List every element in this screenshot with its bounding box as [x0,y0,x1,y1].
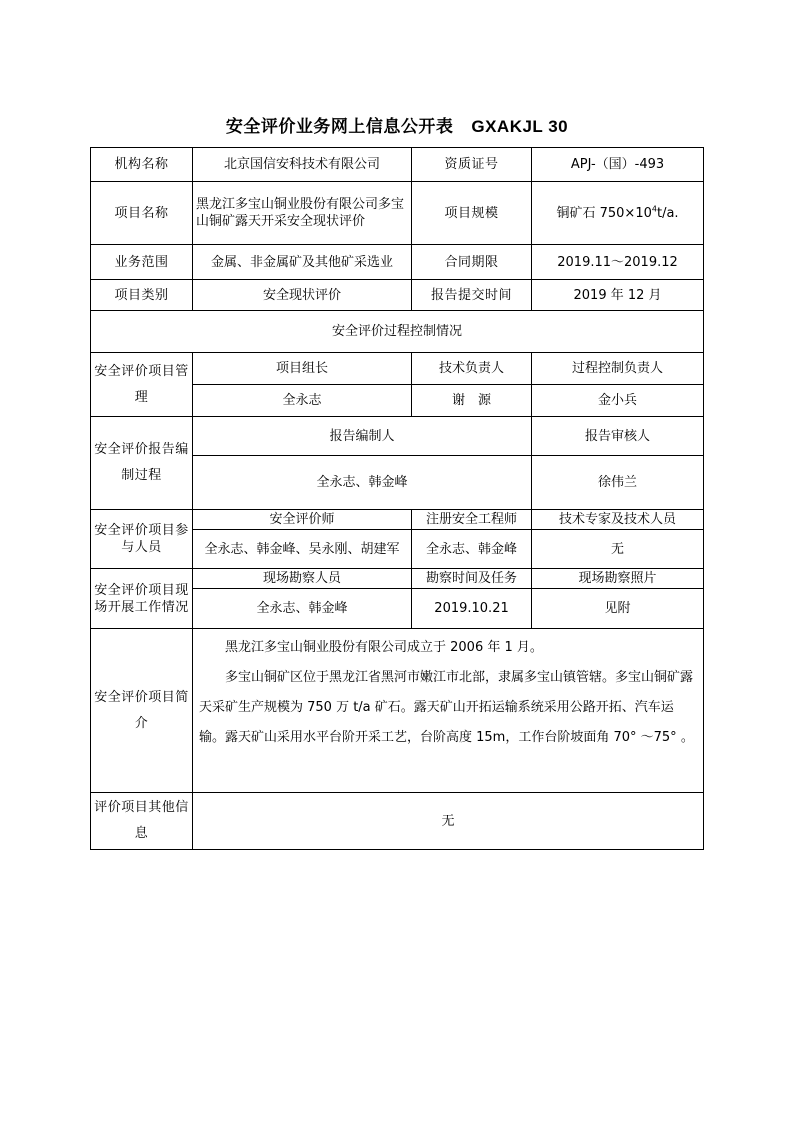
project-value: 黑龙江多宝山铜业股份有限公司多宝山铜矿露天开采安全现状评价 [193,182,412,245]
contract-label: 合同期限 [412,245,532,280]
org-value: 北京国信安科技术有限公司 [193,148,412,182]
mgmt-value-tech: 谢 源 [412,385,532,417]
intro-content [193,629,704,793]
type-value: 安全现状评价 [193,280,412,311]
type-label: 项目类别 [91,280,193,311]
scale-value [532,182,704,245]
scale-value-sup: 4 [651,204,657,214]
report-header-author: 报告编制人 [193,417,532,456]
site-value-time: 2019.10.21 [412,589,532,629]
intro-label: 安全评价项目简介 [91,629,193,793]
report-value-author: 全永志、韩金峰 [193,456,532,510]
participants-value-assessor: 全永志、韩金峰、吴永刚、胡建军 [193,530,412,569]
site-header-staff: 现场勘察人员 [193,569,412,589]
scope-value: 金属、非金属矿及其他矿采选业 [193,245,412,280]
qual-label: 资质证号 [412,148,532,182]
mgmt-header-control: 过程控制负责人 [532,353,704,385]
scale-value-suffix: t/a. [656,205,679,221]
title-text: 安全评价业务网上信息公开表 [225,117,454,137]
form-code: GXAKJL 30 [471,117,569,136]
other-value: 无 [193,793,704,850]
scale-value-prefix: 铜矿石 750×10 [556,205,652,221]
site-header-time: 勘察时间及任务 [412,569,532,589]
mgmt-label: 安全评价项目管理 [91,353,193,417]
page-title [0,112,794,137]
participants-value-engineer: 全永志、韩金峰 [412,530,532,569]
site-label: 安全评价项目现场开展工作情况 [91,569,193,629]
participants-header-assessor: 安全评价师 [193,510,412,530]
report-label: 安全评价报告编制过程 [91,417,193,510]
participants-header-engineer: 注册安全工程师 [412,510,532,530]
report-value-reviewer: 徐伟兰 [532,456,704,510]
submit-label: 报告提交时间 [412,280,532,311]
org-label: 机构名称 [91,148,193,182]
intro-paragraph: 多宝山铜矿区位于黑龙江省黑河市嫩江市北部，隶属多宝山镇管辖。多宝山铜矿露天采矿生产规模为 750 万 t/a 矿石。露天矿山开拓运输系统采用公路开拓、汽车运输。露天矿山采用水平台阶开采工艺，台阶高度 15m，工作台阶坡面角 70° ～75° 。 [199,670,694,745]
mgmt-header-tech: 技术负责人 [412,353,532,385]
participants-header-expert: 技术专家及技术人员 [532,510,704,530]
submit-value: 2019 年 12 月 [532,280,704,311]
site-value-photo: 见附 [532,589,704,629]
participants-value-expert: 无 [532,530,704,569]
other-label: 评价项目其他信息 [91,793,193,850]
mgmt-value-control: 金小兵 [532,385,704,417]
contract-value: 2019.11～2019.12 [532,245,704,280]
mgmt-value-leader: 全永志 [193,385,412,417]
site-header-photo: 现场勘察照片 [532,569,704,589]
process-heading: 安全评价过程控制情况 [91,311,704,353]
disclosure-table [90,147,704,850]
mgmt-header-leader: 项目组长 [193,353,412,385]
participants-label: 安全评价项目参与人员 [91,510,193,569]
scale-label: 项目规模 [412,182,532,245]
scope-label: 业务范围 [91,245,193,280]
project-label: 项目名称 [91,182,193,245]
intro-paragraph: 黑龙江多宝山铜业股份有限公司成立于 2006 年 1 月。 [225,640,543,655]
qual-value: APJ-（国）-493 [532,148,704,182]
site-value-staff: 全永志、韩金峰 [193,589,412,629]
report-header-reviewer: 报告审核人 [532,417,704,456]
